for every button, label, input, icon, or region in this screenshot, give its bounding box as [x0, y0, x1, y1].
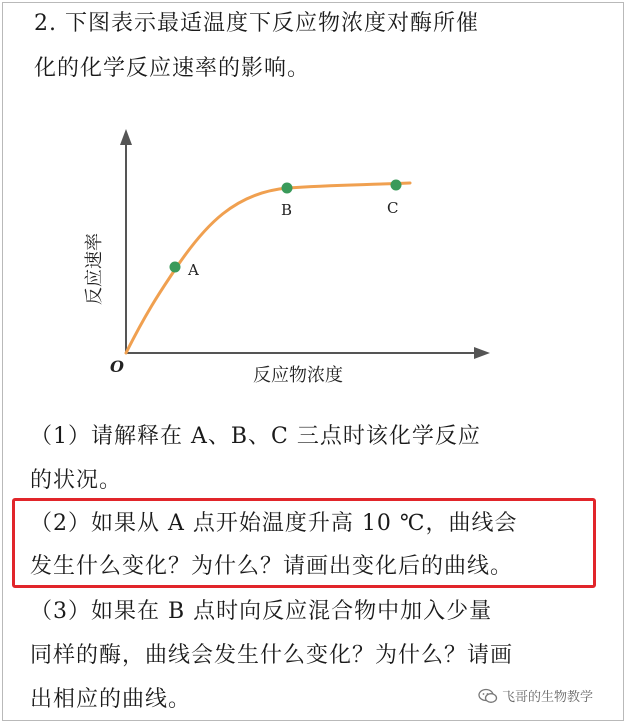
part-1-line-1: （1）请解释在 A、B、C 三点时该化学反应: [30, 424, 481, 449]
point-c-label: C: [387, 199, 399, 217]
point-c: [391, 180, 402, 191]
point-b-label: B: [281, 201, 293, 219]
part-3-line-1: （3）如果在 B 点时向反应混合物中加入少量: [30, 599, 493, 624]
enzyme-rate-chart: [70, 125, 510, 385]
question-title-line-2: 化的化学反应速率的影响。: [34, 56, 311, 81]
part-2-line-2: 发生什么变化？为什么？请画出变化后的曲线。: [30, 554, 514, 579]
y-axis-arrow: [120, 129, 132, 145]
x-axis-label: 反应物浓度: [253, 365, 343, 385]
part-1-line-2: 的状况。: [30, 468, 123, 493]
part-3-line-2: 同样的酶，曲线会发生什么变化？为什么？请画: [30, 643, 514, 668]
rate-curve: [126, 183, 410, 353]
y-axis-label: 反应速率: [84, 233, 105, 305]
origin-label: O: [110, 357, 124, 376]
part-2-line-1: （2）如果从 A 点开始温度升高 10 ℃，曲线会: [30, 511, 518, 536]
watermark: [478, 686, 593, 705]
point-b: [282, 183, 293, 194]
point-a-label: A: [188, 261, 199, 279]
part-3-line-3: 出相应的曲线。: [30, 687, 192, 712]
watermark-text: 飞哥的生物教学: [502, 690, 594, 705]
wechat-icon: [478, 688, 498, 704]
point-a: [170, 262, 181, 273]
x-axis-arrow: [474, 347, 490, 359]
question-title-line-1: 2. 下图表示最适温度下反应物浓度对酶所催: [34, 11, 479, 36]
